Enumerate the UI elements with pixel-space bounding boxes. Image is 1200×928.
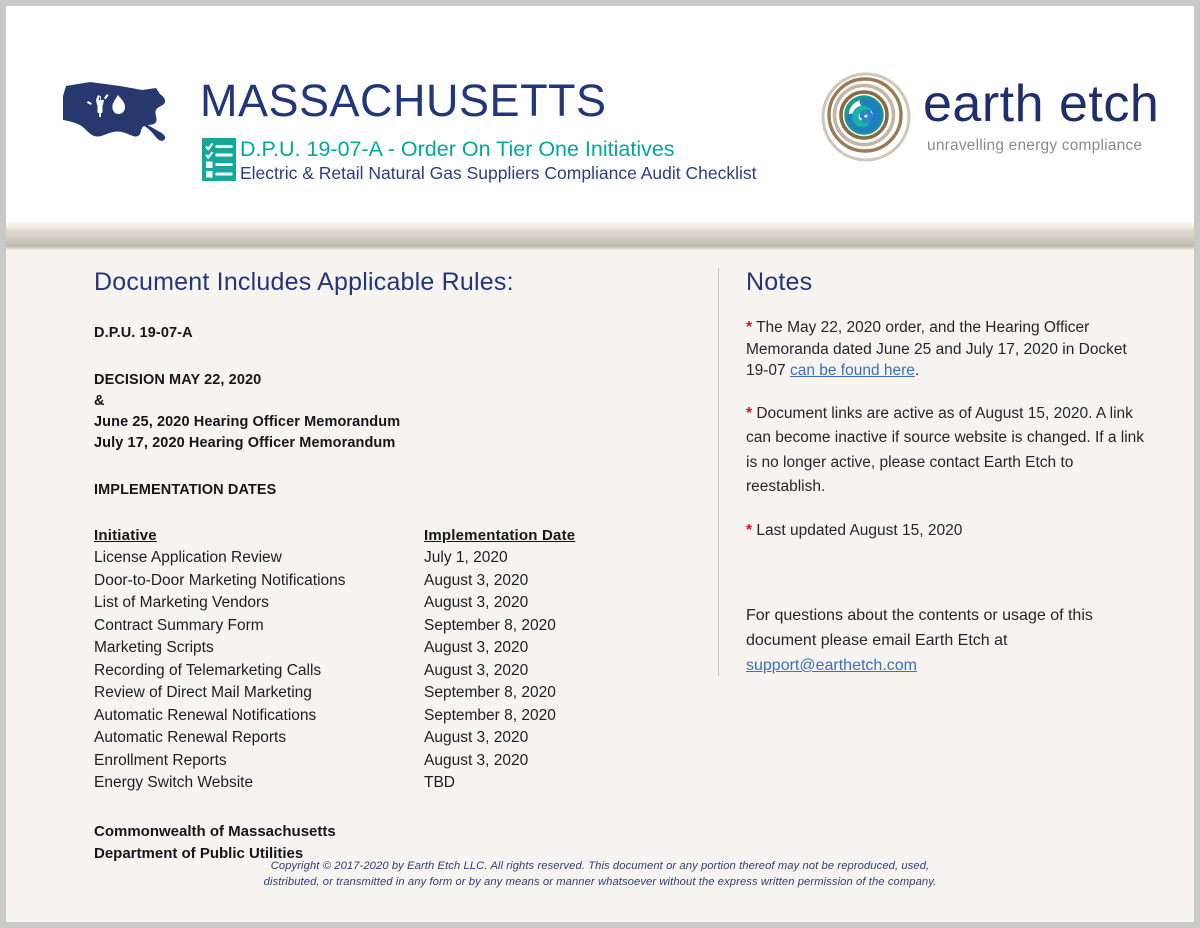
cell-date: August 3, 2020 — [424, 729, 529, 746]
cell-initiative: Automatic Renewal Notifications — [94, 706, 317, 724]
table-row — [94, 592, 575, 615]
agency-commonwealth: Commonwealth of Massachusetts — [94, 822, 336, 840]
document-header — [6, 6, 1194, 222]
cell-date: August 3, 2020 — [424, 751, 529, 769]
cell-initiative: Enrollment Reports — [94, 751, 227, 769]
cell-initiative: Contract Summary Form — [94, 616, 264, 634]
cell-date: August 3, 2020 — [424, 594, 529, 611]
note-item-2 — [746, 402, 1146, 500]
column-header-initiative: Initiative — [94, 527, 157, 544]
table-row — [94, 727, 575, 750]
notes-heading: Notes — [746, 268, 813, 296]
memo-june: June 25, 2020 Hearing Officer Memorandum — [94, 414, 401, 430]
implementation-dates-heading: IMPLEMENTATION DATES — [94, 482, 277, 498]
checklist-icon — [202, 138, 236, 186]
table-row — [94, 705, 575, 728]
cell-date: September 8, 2020 — [424, 616, 556, 634]
docket-link[interactable]: can be found here — [789, 362, 915, 379]
table-row — [94, 660, 575, 683]
table-row — [94, 772, 575, 795]
cell-date: August 3, 2020 — [424, 571, 529, 589]
notes-column — [746, 268, 1146, 678]
cell-date: August 3, 2020 — [424, 639, 529, 656]
memo-july: July 17, 2020 Hearing Officer Memorandum — [94, 435, 396, 451]
copyright-line-1: Copyright © 2017-2020 by Earth Etch LLC. All rights reserved. This document or any portion thereof may not be reproduced, used, — [270, 860, 930, 872]
contact-text: For questions about the contents or usage of this document please email Earth Etch at — [746, 607, 1093, 649]
contact-block — [746, 603, 1146, 678]
table-row — [94, 637, 575, 660]
copyright-footer — [6, 858, 1194, 890]
rules-heading: Document Includes Applicable Rules: — [94, 268, 514, 296]
note-1-text-after: . — [914, 362, 920, 379]
note-item-3 — [746, 520, 1146, 542]
rules-column — [94, 268, 694, 865]
table-row — [94, 615, 575, 638]
column-header-implementation-date: Implementation Date — [424, 527, 576, 544]
cell-initiative: License Application Review — [94, 549, 282, 566]
cell-date: July 1, 2020 — [424, 549, 508, 566]
cell-date: September 8, 2020 — [424, 684, 556, 701]
cell-initiative: Recording of Telemarketing Calls — [94, 661, 322, 679]
cell-initiative: Door-to-Door Marketing Notifications — [94, 571, 346, 589]
document-subtitle: Electric & Retail Natural Gas Suppliers Compliance Audit Checklist — [240, 163, 757, 183]
document-page — [6, 6, 1194, 922]
table-row — [94, 547, 575, 570]
note-star-icon: * — [746, 319, 753, 336]
note-1-text-before: The May 22, 2020 order, and the Hearing Officer Memoranda dated June 25 and July 17, 2020 in Docket 19-07 — [746, 319, 1127, 379]
document-title: D.P.U. 19-07-A - Order On Tier One Initiatives — [240, 137, 675, 161]
header-divider-band — [6, 222, 1194, 250]
cell-initiative: Automatic Renewal Reports — [94, 729, 287, 746]
agency-department: Department of Public Utilities — [94, 844, 304, 862]
docket-number: D.P.U. 19-07-A — [94, 325, 193, 341]
earth-etch-swirl-icon — [818, 68, 914, 169]
note-item-1 — [746, 317, 1146, 382]
table-row — [94, 570, 575, 593]
cell-initiative: Energy Switch Website — [94, 774, 254, 791]
copyright-line-2: distributed, or transmitted in any form or by any means or manner whatsoever without the express written permission of the company. — [263, 876, 937, 888]
note-star-icon: * — [746, 521, 753, 539]
earth-etch-wordmark: earth etch — [923, 75, 1160, 133]
table-header-row — [94, 527, 575, 547]
decision-date: DECISION MAY 22, 2020 — [94, 372, 262, 388]
table-row — [94, 682, 575, 705]
cell-date: TBD — [424, 774, 455, 791]
implementation-table-body — [94, 547, 575, 795]
cell-date: August 3, 2020 — [424, 661, 529, 679]
cell-initiative: Marketing Scripts — [94, 639, 214, 656]
support-email-link[interactable]: support@earthetch.com — [746, 657, 917, 674]
table-row — [94, 750, 575, 773]
cell-initiative: List of Marketing Vendors — [94, 594, 269, 611]
implementation-table — [94, 527, 575, 795]
note-2-text: Document links are active as of August 15, 2020. A link can become inactive if source website is changed. If a link is no longer active, please contact Earth Etch to reestablish. — [746, 404, 1145, 495]
page-title-state: MASSACHUSETTS — [200, 75, 607, 126]
massachusetts-map-icon — [60, 78, 170, 149]
column-divider — [718, 268, 719, 676]
cell-date: September 8, 2020 — [424, 706, 556, 724]
note-star-icon: * — [746, 404, 753, 422]
earth-etch-tagline: unravelling energy compliance — [927, 137, 1143, 154]
ampersand: & — [94, 393, 105, 409]
cell-initiative: Review of Direct Mail Marketing — [94, 684, 312, 701]
note-3-text: Last updated August 15, 2020 — [756, 521, 963, 539]
